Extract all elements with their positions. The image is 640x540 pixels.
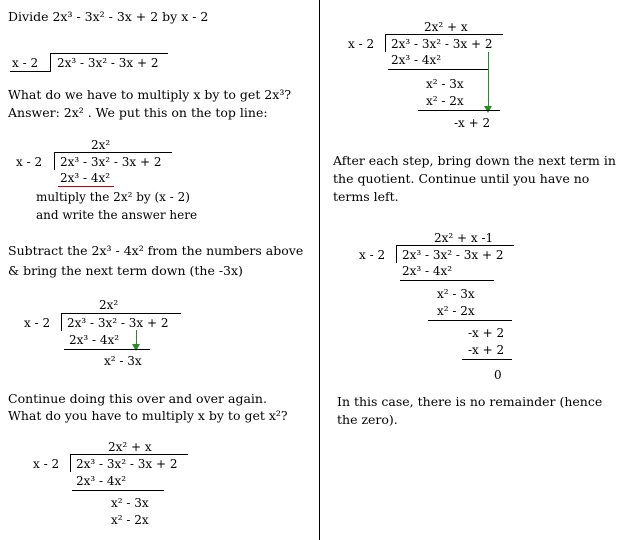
dividend: 2x³ - 3x² - 3x + 2 bbox=[402, 248, 504, 262]
step-line-2: the quotient. Continue until you have no bbox=[333, 171, 590, 186]
quotient: 2x² + x bbox=[108, 440, 152, 454]
subtraction-line bbox=[72, 490, 164, 491]
step-line-3: terms left. bbox=[333, 189, 399, 204]
dividend: 2x³ - 3x² - 3x + 2 bbox=[60, 155, 162, 169]
remainder-2: -x + 2 bbox=[468, 326, 505, 340]
division-bar bbox=[61, 313, 181, 314]
subtraction-line-2 bbox=[418, 110, 500, 111]
product-2: x² - 2x bbox=[111, 513, 149, 527]
product: 2x³ - 4x² bbox=[76, 474, 127, 488]
subtraction-line-2 bbox=[428, 320, 512, 321]
remainder: x² - 3x bbox=[111, 496, 149, 510]
division-bracket bbox=[61, 313, 62, 331]
case-line-2: the zero). bbox=[337, 412, 398, 427]
product: 2x³ - 4x² bbox=[60, 171, 111, 185]
division-bracket bbox=[396, 245, 397, 263]
divisor: x - 2 bbox=[33, 457, 60, 471]
quotient: 2x² + x bbox=[424, 20, 468, 34]
column-divider bbox=[319, 0, 320, 540]
subtraction-line bbox=[388, 69, 488, 70]
product-2: x² - 2x bbox=[437, 304, 475, 318]
divisor: x - 2 bbox=[16, 155, 43, 169]
continue-line-2: What do you have to multiply x by to get x²? bbox=[8, 408, 288, 423]
note-line-2: and write the answer here bbox=[36, 208, 198, 222]
case-line-1: In this case, there is no remainder (hence bbox=[337, 394, 603, 409]
answer-line: Answer: 2x² . We put this on the top line: bbox=[8, 105, 268, 120]
division-bar bbox=[396, 245, 514, 246]
dividend: 2x³ - 3x² - 3x + 2 bbox=[67, 316, 169, 330]
division-bar bbox=[54, 152, 172, 153]
bring-down-arrow bbox=[136, 330, 137, 344]
product-2: x² - 2x bbox=[426, 94, 464, 108]
quotient: 2x² bbox=[91, 138, 111, 152]
subtraction-line bbox=[64, 349, 150, 350]
divisor: x - 2 bbox=[359, 248, 386, 262]
step-line-1: After each step, bring down the next term in bbox=[333, 153, 616, 168]
continue-line-1: Continue doing this over and over again. bbox=[8, 391, 267, 406]
division-bracket bbox=[54, 152, 55, 170]
underline bbox=[10, 71, 50, 72]
division-bar bbox=[70, 454, 188, 455]
division-bar bbox=[385, 34, 503, 35]
quotient: 2x² + x -1 bbox=[434, 231, 494, 245]
divisor: x - 2 bbox=[24, 316, 51, 330]
final-remainder: 0 bbox=[494, 368, 502, 382]
division-bar bbox=[50, 53, 168, 54]
subtraction-line bbox=[400, 280, 494, 281]
divisor: x - 2 bbox=[12, 56, 39, 70]
product: 2x³ - 4x² bbox=[69, 333, 120, 347]
dividend: 2x³ - 3x² - 3x + 2 bbox=[76, 457, 178, 471]
remainder: x² - 3x bbox=[437, 287, 475, 301]
division-bracket bbox=[70, 454, 71, 472]
division-bracket bbox=[385, 34, 386, 52]
question-line-1: What do we have to multiply x by to get 2x³? bbox=[8, 87, 292, 102]
remainder: x² - 3x bbox=[104, 354, 142, 368]
product-3: -x + 2 bbox=[468, 343, 505, 357]
subtract-line-2: & bring the next term down (the -3x) bbox=[8, 263, 243, 278]
subtraction-line-3 bbox=[462, 359, 512, 360]
divisor: x - 2 bbox=[348, 37, 375, 51]
remainder: x² - 3x bbox=[426, 77, 464, 91]
product: 2x³ - 4x² bbox=[402, 264, 453, 278]
intro-title: Divide 2x³ - 3x² - 3x + 2 by x - 2 bbox=[8, 9, 209, 24]
note-line-1: multiply the 2x² by (x - 2) bbox=[36, 190, 190, 204]
dividend: 2x³ - 3x² - 3x + 2 bbox=[391, 37, 493, 51]
remainder-2: -x + 2 bbox=[454, 116, 491, 130]
division-bracket bbox=[50, 53, 51, 72]
bring-down-arrow bbox=[488, 52, 489, 106]
quotient: 2x² bbox=[99, 298, 119, 312]
subtract-line-1: Subtract the 2x³ - 4x² from the numbers above bbox=[8, 243, 304, 258]
red-underline bbox=[58, 186, 114, 187]
dividend: 2x³ - 3x² - 3x + 2 bbox=[57, 56, 159, 70]
product: 2x³ - 4x² bbox=[391, 53, 442, 67]
